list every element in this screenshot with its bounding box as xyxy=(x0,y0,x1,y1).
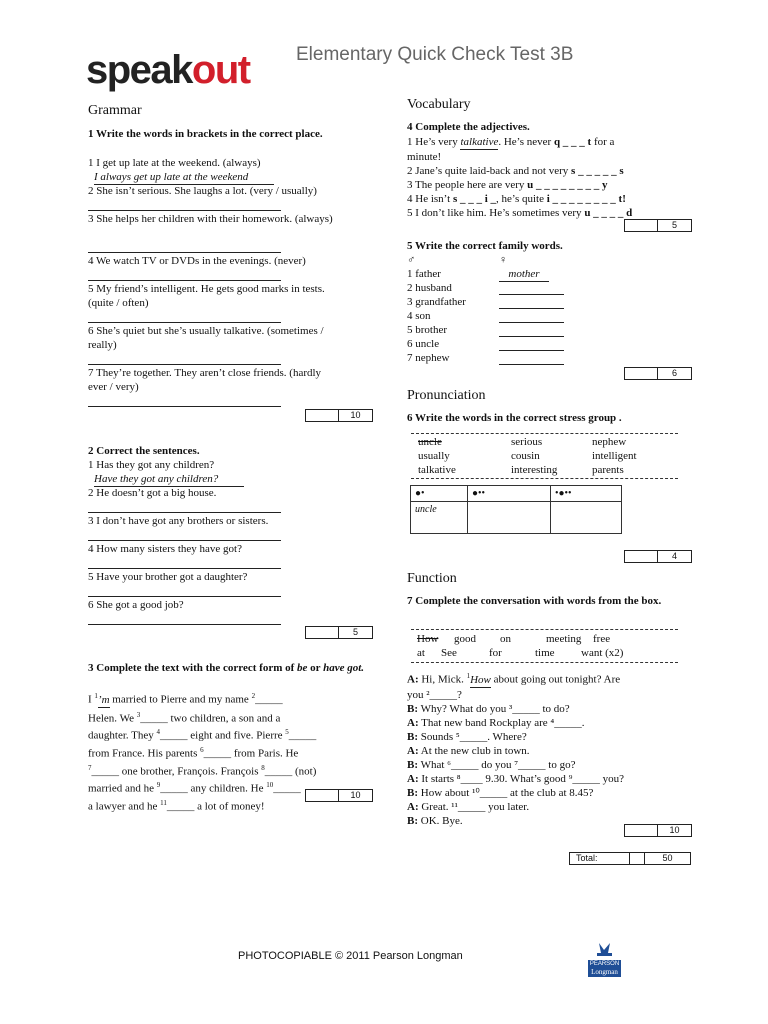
ex1-item-6: 6 She’s quiet but she’s usually talkative. (sometimes / really) xyxy=(88,325,324,351)
score-box-ex6: 4 xyxy=(624,550,692,563)
answer-line xyxy=(88,406,281,407)
ex6-stress-table xyxy=(410,485,622,534)
answer-line xyxy=(499,294,564,295)
answer-line xyxy=(88,210,281,211)
ex2-item-4: 4 How many sisters they have got? xyxy=(88,543,242,555)
score-box-ex4: 5 xyxy=(624,219,692,232)
total-score-box xyxy=(569,852,691,865)
answer-line xyxy=(499,364,564,365)
score-box-ex5: 6 xyxy=(624,367,692,380)
answer-line xyxy=(499,308,564,309)
ex4-text: 1 He’s very talkative. He’s never q _ _ _ t for a minute! 2 Jane’s quite laid-back and not very s _ _ _ _ _ s 3 The people here are very u _ _ _ _ _ _ _ _ y 4 He isn’t s _ _ _ i _, he’s quite i _ _ _ _ _ _ _ _ t! 5 I don’t like him. He’s sometimes very u _ _ _ _ d xyxy=(407,136,633,219)
ex2-item-2: 2 He doesn’t got a big house. xyxy=(88,487,217,499)
answer-line xyxy=(88,322,281,323)
stress-group-2: ●•• xyxy=(468,486,551,502)
ex5-list: 1 father 2 husband 3 grandfather 4 son 5 brother 6 uncle 7 nephew xyxy=(407,268,466,364)
ex1-item-3: 3 She helps her children with their homework. (always) xyxy=(88,213,333,225)
ex2-title: 2 Correct the sentences. xyxy=(88,445,200,457)
stress-example: uncle xyxy=(411,502,468,534)
ex7-title: 7 Complete the conversation with words from the box. xyxy=(407,595,662,607)
ex7-word-box: How good on meeting free at See for time want (x2) xyxy=(411,629,678,663)
ex1-title: 1 Write the words in brackets in the correct place. xyxy=(88,128,323,140)
ex3-title: 3 Complete the text with the correct form of be or have got. xyxy=(88,662,365,674)
score-box-ex7: 10 xyxy=(624,824,692,837)
male-symbol-icon: ♂ xyxy=(407,254,416,266)
vocabulary-heading: Vocabulary xyxy=(407,97,471,112)
score-box-ex1: 10 xyxy=(305,409,373,422)
function-heading: Function xyxy=(407,571,457,586)
answer-line xyxy=(88,568,281,569)
pronunciation-heading: Pronunciation xyxy=(407,388,486,403)
stress-cell xyxy=(468,502,551,534)
ex1-item-1: 1 I get up late at the weekend. (always) xyxy=(88,157,261,169)
answer-line xyxy=(88,364,281,365)
ex1-item-7: 7 They’re together. They aren’t close friends. (hardly ever / very) xyxy=(88,367,322,393)
ex6-title: 6 Write the words in the correct stress group . xyxy=(407,412,622,424)
ex1-item-4: 4 We watch TV or DVDs in the evenings. (never) xyxy=(88,255,306,267)
ex5-title: 5 Write the correct family words. xyxy=(407,240,563,252)
stress-cell xyxy=(551,502,622,534)
longman-label: Longman xyxy=(591,968,618,976)
ex4-title: 4 Complete the adjectives. xyxy=(407,121,530,133)
answer-line xyxy=(88,252,281,253)
answer-line xyxy=(88,280,281,281)
total-value: 50 xyxy=(662,853,673,863)
answer-line xyxy=(499,350,564,351)
answer-line xyxy=(88,512,281,513)
pearson-label: PEARSON xyxy=(589,961,620,967)
total-label: Total: xyxy=(570,853,630,864)
ex2-item-1: 1 Has they got any children? xyxy=(88,459,215,471)
ex1-item-5: 5 My friend’s intelligent. He gets good marks in tests. (quite / often) xyxy=(88,283,325,309)
speakout-logo: speakout xyxy=(86,48,250,92)
grammar-heading: Grammar xyxy=(88,103,142,118)
test-title: Elementary Quick Check Test 3B xyxy=(296,44,574,65)
female-symbol-icon: ♀ xyxy=(499,254,508,266)
ex2-answer-1: Have they got any children? xyxy=(94,472,244,487)
ex7-dialogue: A: Hi, Mick. $^1$How about going out tonight? Are you ²_____? B: Why? What do you ³_____ to do? A: That new band Rockplay are ⁴_____. B: Sounds ⁵_____. Where? A: At the new club in town. B: What ⁶_____ do you ⁷_____ to go? A: It starts ⁸____ 9.30. What’s good ⁹_____ you? B: How about ¹⁰_____ at the club at 8.45? A: Great. ¹¹_____ you later. B: OK. Bye. xyxy=(407,672,625,827)
ex2-item-5: 5 Have your brother got a daughter? xyxy=(88,571,248,583)
answer-line xyxy=(88,540,281,541)
score-box-ex2: 5 xyxy=(305,626,373,639)
pearson-logo xyxy=(587,940,622,978)
answer-line xyxy=(88,624,281,625)
ex1-answer-1: I always get up late at the weekend xyxy=(94,170,274,185)
ex1-item-2: 2 She isn’t serious. She laughs a lot. (very / usually) xyxy=(88,185,317,197)
score-box-ex3: 10 xyxy=(305,789,373,802)
answer-line xyxy=(88,596,281,597)
stress-group-3: •●•• xyxy=(551,486,622,502)
ex3-text: I $^1$’m married to Pierre and my name $^2$_____ Helen. We $^3$_____ two children, a son and a daughter. They $^4$_____ eight and five. Pierre $^5$_____ from France. His parents $^6$_____ from Paris. He $^7$_____ one brother, François. François $^8$_____ (not) married and he $^9$_____ any children. He $^{10}$_____ a lawyer and he $^{11}$_____ a lot of money! xyxy=(88,692,317,813)
answer-line xyxy=(499,322,564,323)
ex2-item-3: 3 I don’t have got any brothers or sisters. xyxy=(88,515,269,527)
stress-group-1: ●• xyxy=(411,486,468,502)
footer-copyright: PHOTOCOPIABLE © 2011 Pearson Longman xyxy=(238,950,463,962)
answer-line xyxy=(499,336,564,337)
ex5-answer: mother xyxy=(499,267,549,282)
ex2-item-6: 6 She got a good job? xyxy=(88,599,184,611)
ex6-word-box: uncle usually talkative serious cousin interesting nephew intelligent parents xyxy=(411,433,678,479)
